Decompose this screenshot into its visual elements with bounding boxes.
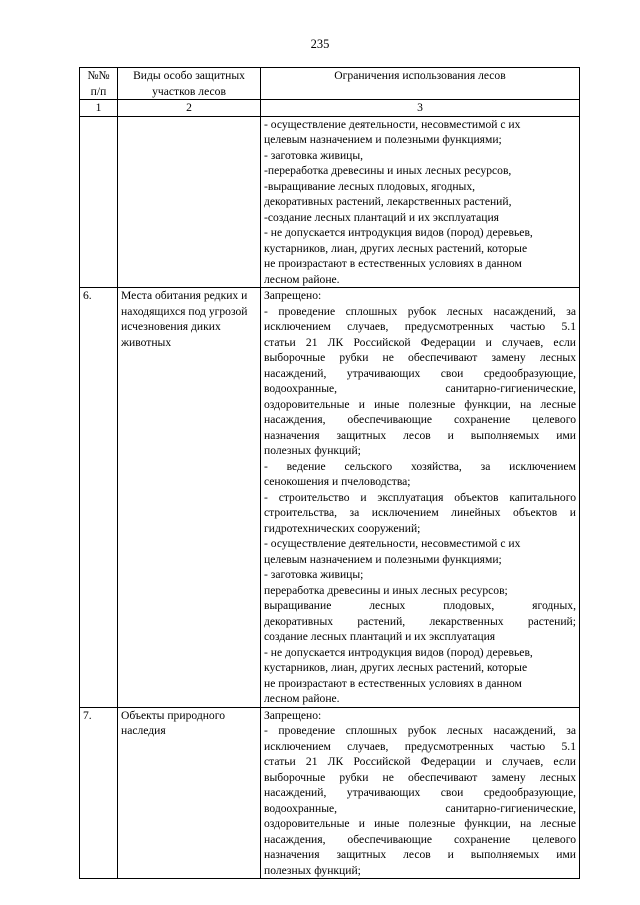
restriction-line: кустарников, лиан, других лесных растений, которые (264, 241, 528, 255)
restriction-line: оздоровительные и иные полезные функции, на лесные (264, 397, 576, 411)
restriction-line: исключением случаев, предусмотренных частью 5.1 (264, 320, 576, 333)
restriction-line: исключением случаев, предусмотренных частью 5.1 (264, 739, 576, 753)
restriction-line: - проведение сплошных рубок лесных насаждений, за (264, 724, 576, 737)
column-number: 2 (118, 100, 261, 117)
restriction-line: выборочные рубки не обеспечивают замену лесных (264, 351, 576, 364)
restriction-line: -выращивание лесных плодовых, ягодных, (264, 179, 476, 193)
restriction-line: назначения защитных лесов и выполняемых ими (264, 428, 576, 442)
restriction-line: не произрастают в естественных условиях в данном (264, 257, 522, 270)
restriction-line: насаждения, обеспечивающие сохранение целевого (264, 832, 576, 846)
restriction-line: переработка древесины и иных лесных ресурсов; (264, 583, 508, 597)
restriction-line: лесном районе. (264, 272, 340, 286)
restrictions-text (261, 707, 580, 879)
restriction-line: - заготовка живицы; (264, 568, 364, 581)
row-number (80, 116, 118, 288)
restriction-line: - заготовка живицы, (264, 148, 364, 162)
restriction-line: полезных функций; (264, 863, 361, 877)
header-forest-type-line: Виды особо защитных (133, 69, 245, 82)
restriction-line: выращивание лесных плодовых, ягодных, (264, 599, 576, 612)
restriction-line: насаждений, утрачивающих свои средообразующие, (264, 786, 576, 799)
header-restrictions: Ограничения использования лесов (261, 68, 580, 100)
restriction-line: водоохранные, санитарно-гигиенические, (264, 801, 576, 815)
row-number: 6. (80, 288, 118, 708)
restriction-line: гидротехнических сооружений; (264, 521, 421, 535)
restriction-line: водоохранные, санитарно-гигиенические, (264, 382, 576, 395)
forest-area-type: Места обитания редких и находящихся под угрозой исчезновения диких животных (118, 288, 261, 708)
header-number-line: №№ (87, 69, 110, 82)
page-number: 235 (310, 37, 330, 51)
restriction-line: статьи 21 ЛК Российской Федерации и случаев, если (264, 755, 576, 768)
restriction-line: - осуществление деятельности, несовместимой с их (264, 537, 521, 550)
restriction-line: назначения защитных лесов и выполняемых ими (264, 848, 576, 861)
column-number-row (80, 100, 580, 117)
restriction-line: кустарников, лиан, других лесных растений, которые (264, 661, 528, 674)
restriction-line: насаждения, обеспечивающие сохранение целевого (264, 413, 576, 426)
column-number: 1 (80, 100, 118, 117)
table-row (80, 707, 580, 879)
restriction-line: создание лесных плантаций и их эксплуатация (264, 630, 496, 643)
restriction-line: выборочные рубки не обеспечивают замену лесных (264, 770, 576, 784)
forest-area-type: Объекты природного наследия (118, 707, 261, 879)
restriction-line: оздоровительные и иные полезные функции, на лесные (264, 817, 576, 830)
restriction-line: статьи 21 ЛК Российской Федерации и случаев, если (264, 335, 576, 349)
restriction-line: - строительство и эксплуатация объектов капитального (264, 490, 576, 504)
restrictions-table (79, 67, 580, 879)
restriction-line: лесном районе. (264, 692, 340, 705)
header-number-line: п/п (90, 84, 107, 98)
row-number: 7. (80, 707, 118, 879)
table-row (80, 116, 580, 288)
restriction-line: Запрещено: (264, 289, 322, 302)
restriction-line: целевым назначением и полезными функциями; (264, 552, 502, 566)
restriction-line: сенокошения и пчеловодства; (264, 475, 411, 488)
restrictions-text (261, 116, 580, 288)
restriction-line: строительства, за исключением линейных объектов и (264, 506, 576, 519)
header-forest-type (118, 68, 261, 100)
restriction-line: целевым назначением и полезными функциями; (264, 133, 502, 146)
restriction-line: декоративных растений, лекарственных растений; (264, 614, 576, 628)
restriction-line: - не допускается интродукция видов (пород) деревьев, (264, 226, 533, 239)
restriction-line: - проведение сплошных рубок лесных насаждений, за (264, 304, 576, 318)
restriction-line: Запрещено: (264, 708, 322, 722)
restriction-line: - ведение сельского хозяйства, за исключением (264, 459, 576, 473)
header-forest-type-line: участков лесов (152, 84, 226, 98)
restriction-line: полезных функций; (264, 444, 361, 457)
table-row (80, 288, 580, 708)
restriction-line: декоративных растений, лекарственных растений, (264, 195, 512, 208)
restriction-line: - осуществление деятельности, несовместимой с их (264, 117, 521, 131)
restrictions-text (261, 288, 580, 708)
restriction-line: не произрастают в естественных условиях в данном (264, 676, 522, 690)
restriction-line: - не допускается интродукция видов (пород) деревьев, (264, 645, 533, 659)
column-number: 3 (261, 100, 580, 117)
header-number (80, 68, 118, 100)
restriction-line: насаждений, утрачивающих свои средообразующие, (264, 366, 576, 380)
restriction-line: -переработка древесины и иных лесных ресурсов, (264, 164, 512, 177)
restriction-line: -создание лесных плантаций и их эксплуатация (264, 210, 499, 224)
forest-area-type (118, 116, 261, 288)
table-header-row (80, 68, 580, 100)
